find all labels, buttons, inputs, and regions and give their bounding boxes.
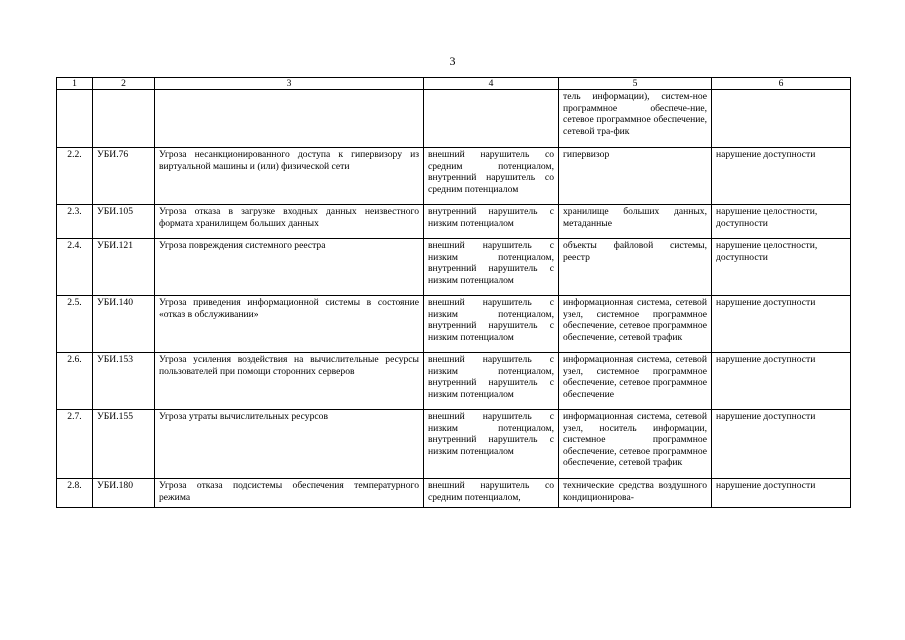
- column-header: 2: [93, 78, 155, 90]
- consequence: нарушение доступности: [712, 479, 851, 508]
- row-number: 2.2.: [57, 148, 93, 205]
- row-number: 2.7.: [57, 410, 93, 479]
- column-header: 1: [57, 78, 93, 90]
- table-row: [57, 148, 851, 205]
- table-row: [57, 296, 851, 353]
- row-number: 2.8.: [57, 479, 93, 508]
- row-number: 2.6.: [57, 353, 93, 410]
- column-header: 4: [424, 78, 559, 90]
- consequence: нарушение доступности: [712, 353, 851, 410]
- consequence: нарушение целостности, доступности: [712, 205, 851, 239]
- threat-description: Угроза усиления воздействия на вычислительные ресурсы пользователей при помощи сторонних серверов: [155, 353, 424, 410]
- threats-table: [56, 77, 851, 508]
- threat-code: УБИ.140: [93, 296, 155, 353]
- threat-description: Угроза приведения информационной системы в состояние «отказ в обслуживании»: [155, 296, 424, 353]
- table-row: [57, 479, 851, 508]
- row-number: [57, 90, 93, 148]
- impact-object: информационная система, сетевой узел, системное программное обеспечение, сетевое программное обеспечение: [559, 353, 712, 410]
- threat-description: Угроза отказа подсистемы обеспечения температурного режима: [155, 479, 424, 508]
- row-number: 2.5.: [57, 296, 93, 353]
- column-header: 5: [559, 78, 712, 90]
- impact-object: гипервизор: [559, 148, 712, 205]
- violator-type: внешний нарушитель с низким потенциалом, внутренний нарушитель с низким потенциалом: [424, 239, 559, 296]
- row-number: 2.4.: [57, 239, 93, 296]
- threat-code: УБИ.155: [93, 410, 155, 479]
- consequence: нарушение целостности, доступности: [712, 239, 851, 296]
- row-number: 2.3.: [57, 205, 93, 239]
- threat-description: Угроза утраты вычислительных ресурсов: [155, 410, 424, 479]
- threat-code: [93, 90, 155, 148]
- threat-code: УБИ.105: [93, 205, 155, 239]
- threat-description: Угроза отказа в загрузке входных данных неизвестного формата хранилищем больших данных: [155, 205, 424, 239]
- consequence: нарушение доступности: [712, 148, 851, 205]
- table-row: [57, 205, 851, 239]
- table-row: [57, 410, 851, 479]
- violator-type: внешний нарушитель с низким потенциалом, внутренний нарушитель с низким потенциалом: [424, 353, 559, 410]
- consequence: нарушение доступности: [712, 410, 851, 479]
- violator-type: внутренний нарушитель с низким потенциалом: [424, 205, 559, 239]
- consequence: [712, 90, 851, 148]
- violator-type: [424, 90, 559, 148]
- threat-description: Угроза повреждения системного реестра: [155, 239, 424, 296]
- threat-description: Угроза несанкционированного доступа к гипервизору из виртуальной машины и (или) физической сети: [155, 148, 424, 205]
- page-number: 3: [449, 54, 456, 68]
- violator-type: внешний нарушитель с низким потенциалом, внутренний нарушитель с низким потенциалом: [424, 410, 559, 479]
- threat-code: УБИ.153: [93, 353, 155, 410]
- column-header: 3: [155, 78, 424, 90]
- impact-object: информационная система, сетевой узел, системное программное обеспечение, сетевое программное обеспечение, сетевой трафик: [559, 296, 712, 353]
- column-header: 6: [712, 78, 851, 90]
- table-row: [57, 353, 851, 410]
- threat-code: УБИ.76: [93, 148, 155, 205]
- impact-object: хранилище больших данных, метаданные: [559, 205, 712, 239]
- violator-type: внешний нарушитель со средним потенциалом,: [424, 479, 559, 508]
- impact-object: технические средства воздушного кондиционирова-: [559, 479, 712, 508]
- table-row: [57, 90, 851, 148]
- impact-object: информационная система, сетевой узел, носитель информации, системное программное обеспечение, сетевое программное обеспечение, сетевой трафик: [559, 410, 712, 479]
- threat-code: УБИ.121: [93, 239, 155, 296]
- table-row: [57, 239, 851, 296]
- table-header-row: [57, 78, 851, 90]
- impact-object: объекты файловой системы, реестр: [559, 239, 712, 296]
- violator-type: внешний нарушитель со средним потенциалом, внутренний нарушитель со средним потенциалом: [424, 148, 559, 205]
- threat-description: [155, 90, 424, 148]
- violator-type: внешний нарушитель с низким потенциалом, внутренний нарушитель с низким потенциалом: [424, 296, 559, 353]
- threat-code: УБИ.180: [93, 479, 155, 508]
- impact-object: тель информации), систем-ное программное обеспече-ние, сетевое программное обеспечение, сетевой тра-фик: [559, 90, 712, 148]
- consequence: нарушение доступности: [712, 296, 851, 353]
